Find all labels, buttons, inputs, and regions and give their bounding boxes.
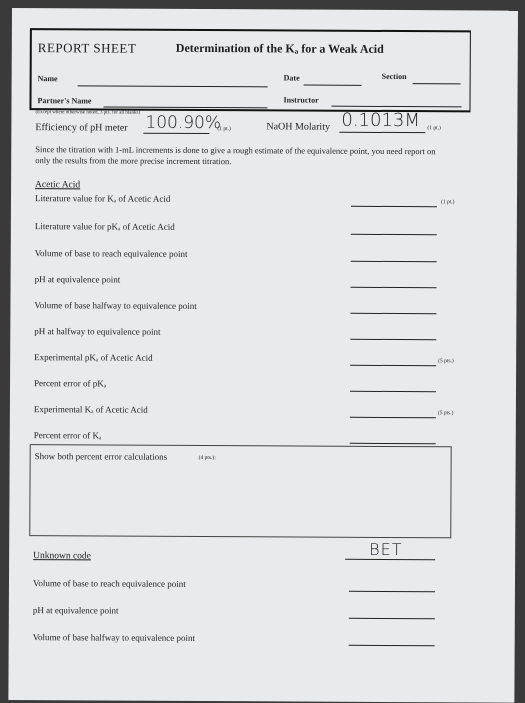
row-vol-half-field[interactable] [350, 313, 436, 314]
row-ph-eq-label: pH at equivalence point [34, 274, 121, 285]
unknown-code-value[interactable]: BET [369, 539, 403, 560]
unknown-code-line [345, 559, 435, 560]
report-title: REPORT SHEET [37, 40, 137, 56]
unknown-vol-half-label: Volume of base halfway to equivalence point [32, 632, 196, 643]
name-field[interactable] [78, 85, 268, 87]
show-work-pts: (4 pts.): [198, 454, 216, 462]
instructor-label: Instructor [283, 95, 319, 105]
row-ph-half-field[interactable] [350, 339, 436, 340]
row-exp-ka-pts: (5 pts.) [437, 410, 454, 417]
row-vol-eq-field[interactable] [351, 261, 437, 262]
section-label: Section [381, 71, 407, 82]
header-box [29, 28, 470, 112]
row-exp-ka-label: Experimental Kₐ of Acetic Acid [33, 404, 148, 415]
row-err-pka-field[interactable] [350, 391, 436, 392]
date-label: Date [283, 73, 300, 83]
efficiency-value[interactable]: 100.90% [145, 112, 222, 134]
row-exp-ka-field[interactable] [350, 417, 436, 418]
unknown-vol-half-field[interactable] [349, 645, 435, 646]
points-note: (Except where otherwise noted, 3 pts. for all blanks) [35, 110, 141, 116]
row-err-ka-field[interactable] [350, 443, 436, 444]
naoh-label: NaOH Molarity [266, 121, 331, 133]
date-field[interactable] [304, 85, 362, 86]
unknown-ph-eq-label: pH at equivalence point [32, 605, 119, 616]
row-vol-half-label: Volume of base halfway to equivalence point [34, 300, 197, 311]
show-work-label: Show both percent error calculations [34, 451, 168, 462]
naoh-value[interactable]: 0.1013M [341, 109, 420, 132]
show-work-box[interactable] [29, 444, 451, 538]
acetic-acid-heading: Acetic Acid [35, 180, 81, 191]
row-vol-eq-label: Volume of base to reach equivalence point [34, 248, 188, 259]
naoh-pts: (1 pt.) [427, 125, 441, 132]
experiment-title: Determination of the Kₐ for a Weak Acid [175, 40, 384, 56]
row-exp-pka-field[interactable] [350, 365, 436, 366]
report-sheet [8, 8, 518, 703]
row-ph-eq-field[interactable] [351, 287, 437, 288]
instructions-text: Since the titration with 1-mL increments is done to give a rough estimate of the equivalence point, you need report on only the results from the more precise increment titration. [35, 144, 436, 167]
row-ph-half-label: pH at halfway to equivalence point [34, 326, 161, 337]
unknown-vol-eq-field[interactable] [349, 591, 435, 592]
naoh-line [339, 132, 425, 133]
partner-field[interactable] [103, 106, 267, 108]
efficiency-pts: (1 pt.) [217, 126, 231, 133]
instructor-field[interactable] [331, 106, 461, 108]
row-err-ka-label: Percent error of Kₐ [33, 430, 102, 441]
row-lit-pka-field[interactable] [351, 234, 437, 235]
row-exp-pka-pts: (5 pts.) [438, 358, 454, 365]
row-lit-ka-field[interactable] [351, 206, 437, 207]
row-err-pka-label: Percent error of pKₐ [34, 378, 107, 389]
name-label: Name [37, 74, 58, 84]
row-lit-pka-label: Literature value for pKₐ of Acetic Acid [34, 221, 175, 232]
unknown-code-label: Unknown code [33, 551, 91, 562]
unknown-vol-eq-label: Volume of base to reach equivalence point [32, 578, 186, 589]
row-exp-pka-label: Experimental pKₐ of Acetic Acid [34, 352, 153, 363]
partner-label: Partner's Name [37, 96, 92, 106]
section-field[interactable] [413, 83, 461, 84]
row-lit-ka-pts: (1 pt.) [440, 199, 455, 206]
unknown-ph-eq-field[interactable] [349, 618, 435, 619]
efficiency-line [143, 133, 209, 134]
efficiency-label: Efficiency of pH meter [35, 122, 128, 134]
row-lit-ka-label: Literature value for Kₐ of Acetic Acid [34, 193, 171, 204]
